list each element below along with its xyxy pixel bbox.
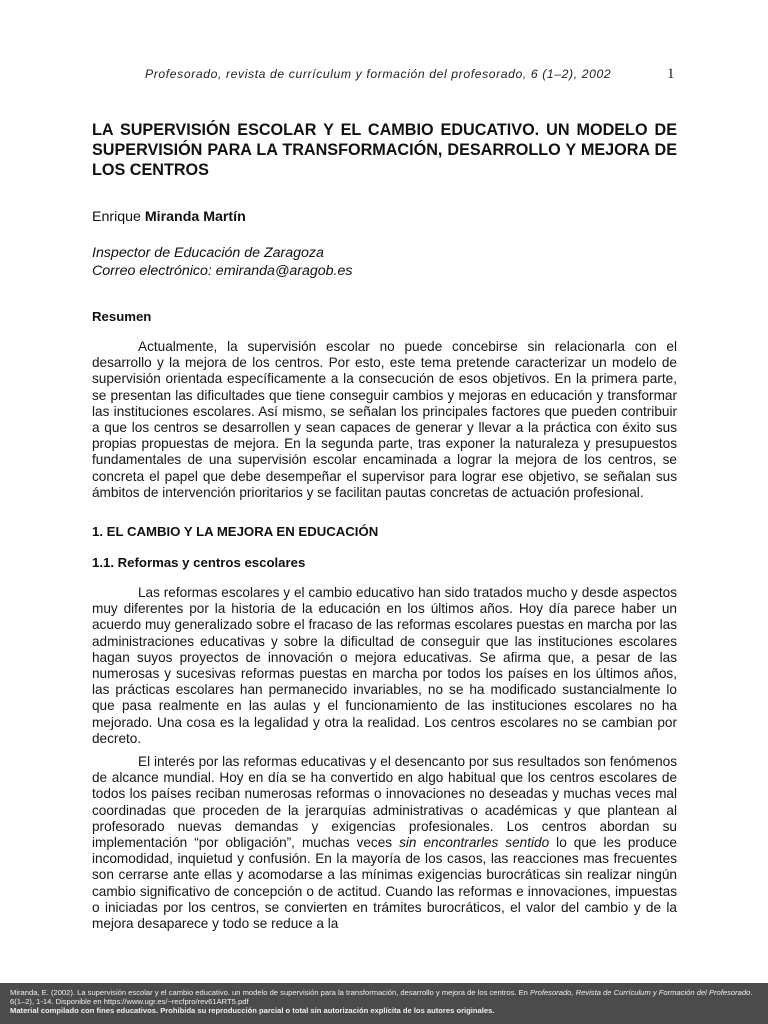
section-heading: 1. EL CAMBIO Y LA MEJORA EN EDUCACIÓN	[92, 524, 379, 539]
author-affiliation	[92, 244, 352, 280]
paragraph-text-a: El interés por las reformas educativas y el desencanto por sus resultados son fenómenos de alcance mundial. Hoy en día se ha convertido en algo habitual que los centros escolares de todos los países reciban numerosas reformas o innovaciones no deseadas y muchas veces mal coordinadas que proceden de la jerarquías administrativas o académicas y que plantean al profesorado nuevas demandas y exigencias profesionales. Los centros abordan su implementación “por obligación”, muchas veces	[92, 754, 677, 851]
email-line: Correo electrónico: emiranda@aragob.es	[92, 263, 353, 279]
paragraph-text-b: lo que les produce incomodidad, inquietud y confusión. En la mayoría de los casos, las reacciones mas frecuentes son cerrarse ante ellas y acomodarse a las mínimas exigencias burocráticas sin realizar ningún cambio significativo de concepción o de actitud. Cuando las reformas e innovaciones, impuestas o iniciadas por los centros, se convierten en trámites burocráticos, el valor del cambio y de la mejora desaparece y todo se reduce a la	[92, 835, 677, 932]
article-title: LA SUPERVISIÓN ESCOLAR Y EL CAMBIO EDUCATIVO. UN MODELO DE SUPERVISIÓN PARA LA TRANSFORMACIÓN, DESARROLLO Y MEJORA DE LOS CENTROS	[92, 121, 677, 179]
subsection-heading: 1.1. Reformas y centros escolares	[92, 555, 306, 570]
body-paragraph-1: Las reformas escolares y el cambio educativo han sido tratados mucho y desde aspectos muy diferentes por la historia de la educación en los últimos años. Hoy día parece haber un acuerdo muy generalizado sobre el fracaso de las reformas escolares puestas en marcha por las administraciones educativas y sobre la dificultad de conseguir que las instituciones escolares hagan suyos proyectos de innovación o mejora educativas. Se afirma que, a pesar de las numerosas y sucesivas reformas puestas en marcha por todos los países en los últimos años, las prácticas escolares han permanecido invariables, no se ha modificado sustancialmente lo que pasa realmente en las aulas y el funcionamiento de las instituciones escolares no ha mejorado. Una cosa es la legalidad y otra la realidad. Los centros escolares no se cambian por decreto.	[92, 585, 677, 746]
author-given-name: Enrique	[92, 209, 141, 225]
affiliation-line: Inspector de Educación de Zaragoza	[92, 245, 324, 261]
author-family-name: Miranda Martín	[144, 209, 246, 225]
body-paragraph-2	[92, 754, 677, 932]
running-head: Profesorado, revista de currículum y formación del profesorado, 6 (1–2), 2002	[145, 67, 612, 81]
citation-tail: . 6(1–2), 1-14. Disponible en https://www.ugr.es/~recfpro/rev61ART5.pdf	[10, 988, 753, 1007]
abstract-text: Actualmente, la supervisión escolar no puede concebirse sin relacionarla con el desarrollo y la mejora de los centros. Por esto, este tema pretende caracterizar un modelo de supervisión orientada específicamente a la consecución de esos objetivos. En la primera parte, se presentan las dificultades que tiene conseguir cambios y mejoras en educación y transformar las instituciones escolares. Así mismo, se señalan los principales factores que pueden contribuir a que los centros se desarrollen y sean capaces de generar y llevar a la práctica con éxito sus propias propuestas de mejora. En la segunda parte, tras exponer la naturaleza y presupuestos fundamentales de una supervisión escolar encaminada a lograr la mejora de los centros, se concreta el papel que debe desempeñar el supervisor para lograr ese objetivo, se señalan sus ámbitos de intervención prioritarios y se facilitan pautas concretas de actuación profesional.	[92, 339, 677, 500]
citation-text: Miranda, E. (2002). La supervisión escolar y el cambio educativo. un modelo de supervisión para la transformación, desarrollo y mejora de los centros. En	[10, 988, 531, 997]
paragraph-emphasis: sin encontrarles sentido	[399, 835, 550, 851]
citation-journal: Profesorado, Revista de Currículum y Formación del Profesorado	[530, 988, 751, 997]
page-number: 1	[667, 66, 675, 82]
author-line	[92, 209, 246, 225]
footer-bar	[0, 983, 768, 1024]
footer-citation	[10, 988, 758, 1006]
footer-notice: Material compilado con fines educativos. Prohibida su reproducción parcial o total sin autorización explícita de los autores originales.	[10, 1006, 495, 1016]
abstract-heading: Resumen	[92, 309, 152, 324]
